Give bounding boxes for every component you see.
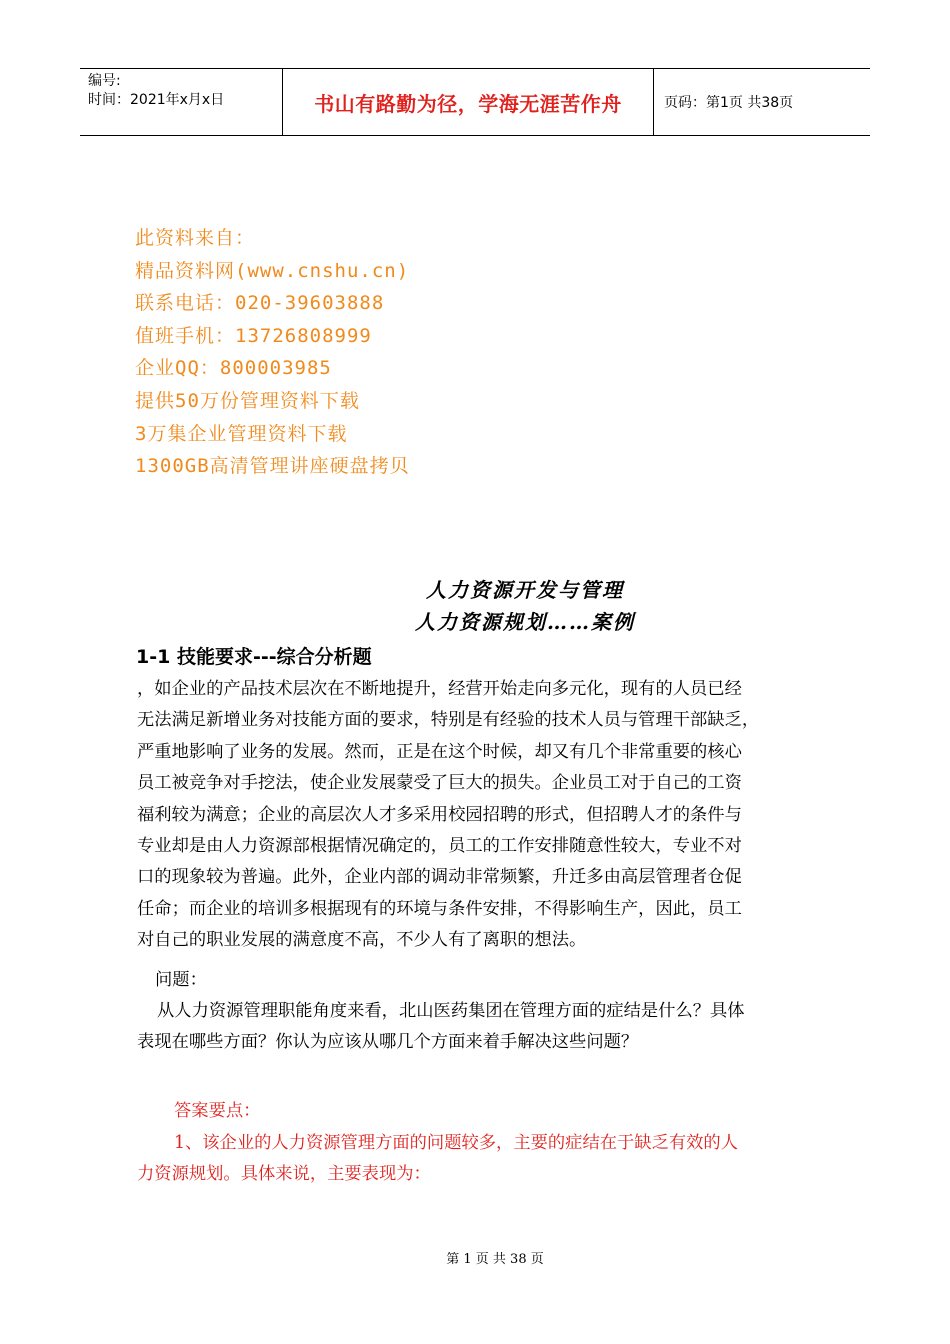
promo-block — [135, 222, 410, 483]
page-footer: 第 1 页 共 38 页 — [446, 1252, 544, 1267]
paragraph-line: ，如企业的产品技术层次在不断地提升，经营开始走向多元化，现有的人员已经 — [137, 679, 742, 699]
header-date-label: 时间：2021年x月x日 — [88, 92, 225, 108]
question-paragraph — [137, 996, 817, 1059]
header-motto: 书山有路勤为径，学海无涯苦作舟 — [282, 69, 654, 135]
promo-line: 1300GB高清管理讲座硬盘拷贝 — [135, 455, 410, 478]
section-heading: 1-1 技能要求---综合分析题 — [136, 646, 372, 668]
promo-line: 提供50万份管理资料下载 — [135, 389, 360, 412]
promo-line: 3万集企业管理资料下载 — [135, 422, 348, 445]
promo-line: 此资料来自： — [135, 227, 256, 249]
paragraph-line: 专业却是由人力资源部根据情况确定的，员工的工作安排随意性较大，专业不对 — [137, 836, 742, 857]
header-meta-cell — [80, 69, 282, 135]
header-number-label: 编号: — [88, 73, 121, 89]
case-paragraph — [137, 674, 817, 957]
promo-line: 值班手机：13726808999 — [135, 324, 372, 347]
document-header-table — [80, 68, 870, 136]
promo-line: 精品资料网(www.cnshu.cn) — [135, 259, 410, 282]
question-label: 问题： — [155, 970, 207, 990]
answer-paragraph — [137, 1128, 817, 1191]
answer-label: 答案要点： — [174, 1101, 261, 1121]
paragraph-line: 无法满足新增业务对技能方面的要求，特别是有经验的技术人员与管理干部缺乏， — [137, 710, 760, 731]
promo-line: 企业QQ：800003985 — [135, 357, 332, 380]
paragraph-line: 对自己的职业发展的满意度不高，不少人有了离职的想法。 — [137, 930, 587, 951]
paragraph-line: 力资源规划。具体来说，主要表现为： — [137, 1164, 431, 1185]
document-subtitle: 人力资源规划……案例 — [415, 610, 635, 634]
header-page-info: 页码：第1页 共38页 — [664, 95, 794, 111]
paragraph-line: 1、该企业的人力资源管理方面的问题较多，主要的症结在于缺乏有效的人 — [174, 1133, 738, 1153]
paragraph-line: 从人力资源管理职能角度来看，北山医药集团在管理方面的症结是什么？具体 — [157, 1001, 745, 1021]
paragraph-line: 表现在哪些方面？你认为应该从哪几个方面来着手解决这些问题？ — [137, 1032, 639, 1053]
paragraph-line: 任命；而企业的培训多根据现有的环境与条件安排，不得影响生产，因此，员工 — [137, 898, 742, 919]
paragraph-line: 员工被竞争对手挖法，使企业发展蒙受了巨大的损失。企业员工对于自己的工资 — [137, 773, 742, 794]
paragraph-line: 口的现象较为普遍。此外，企业内部的调动非常频繁，升迁多由高层管理者仓促 — [137, 867, 742, 888]
paragraph-line: 福利较为满意；企业的高层次人才多采用校园招聘的形式，但招聘人才的条件与 — [137, 804, 742, 825]
paragraph-line: 严重地影响了业务的发展。然而，正是在这个时候，却又有几个非常重要的核心 — [137, 741, 742, 762]
document-title: 人力资源开发与管理 — [426, 578, 624, 602]
promo-line: 联系电话：020-39603888 — [135, 292, 385, 315]
